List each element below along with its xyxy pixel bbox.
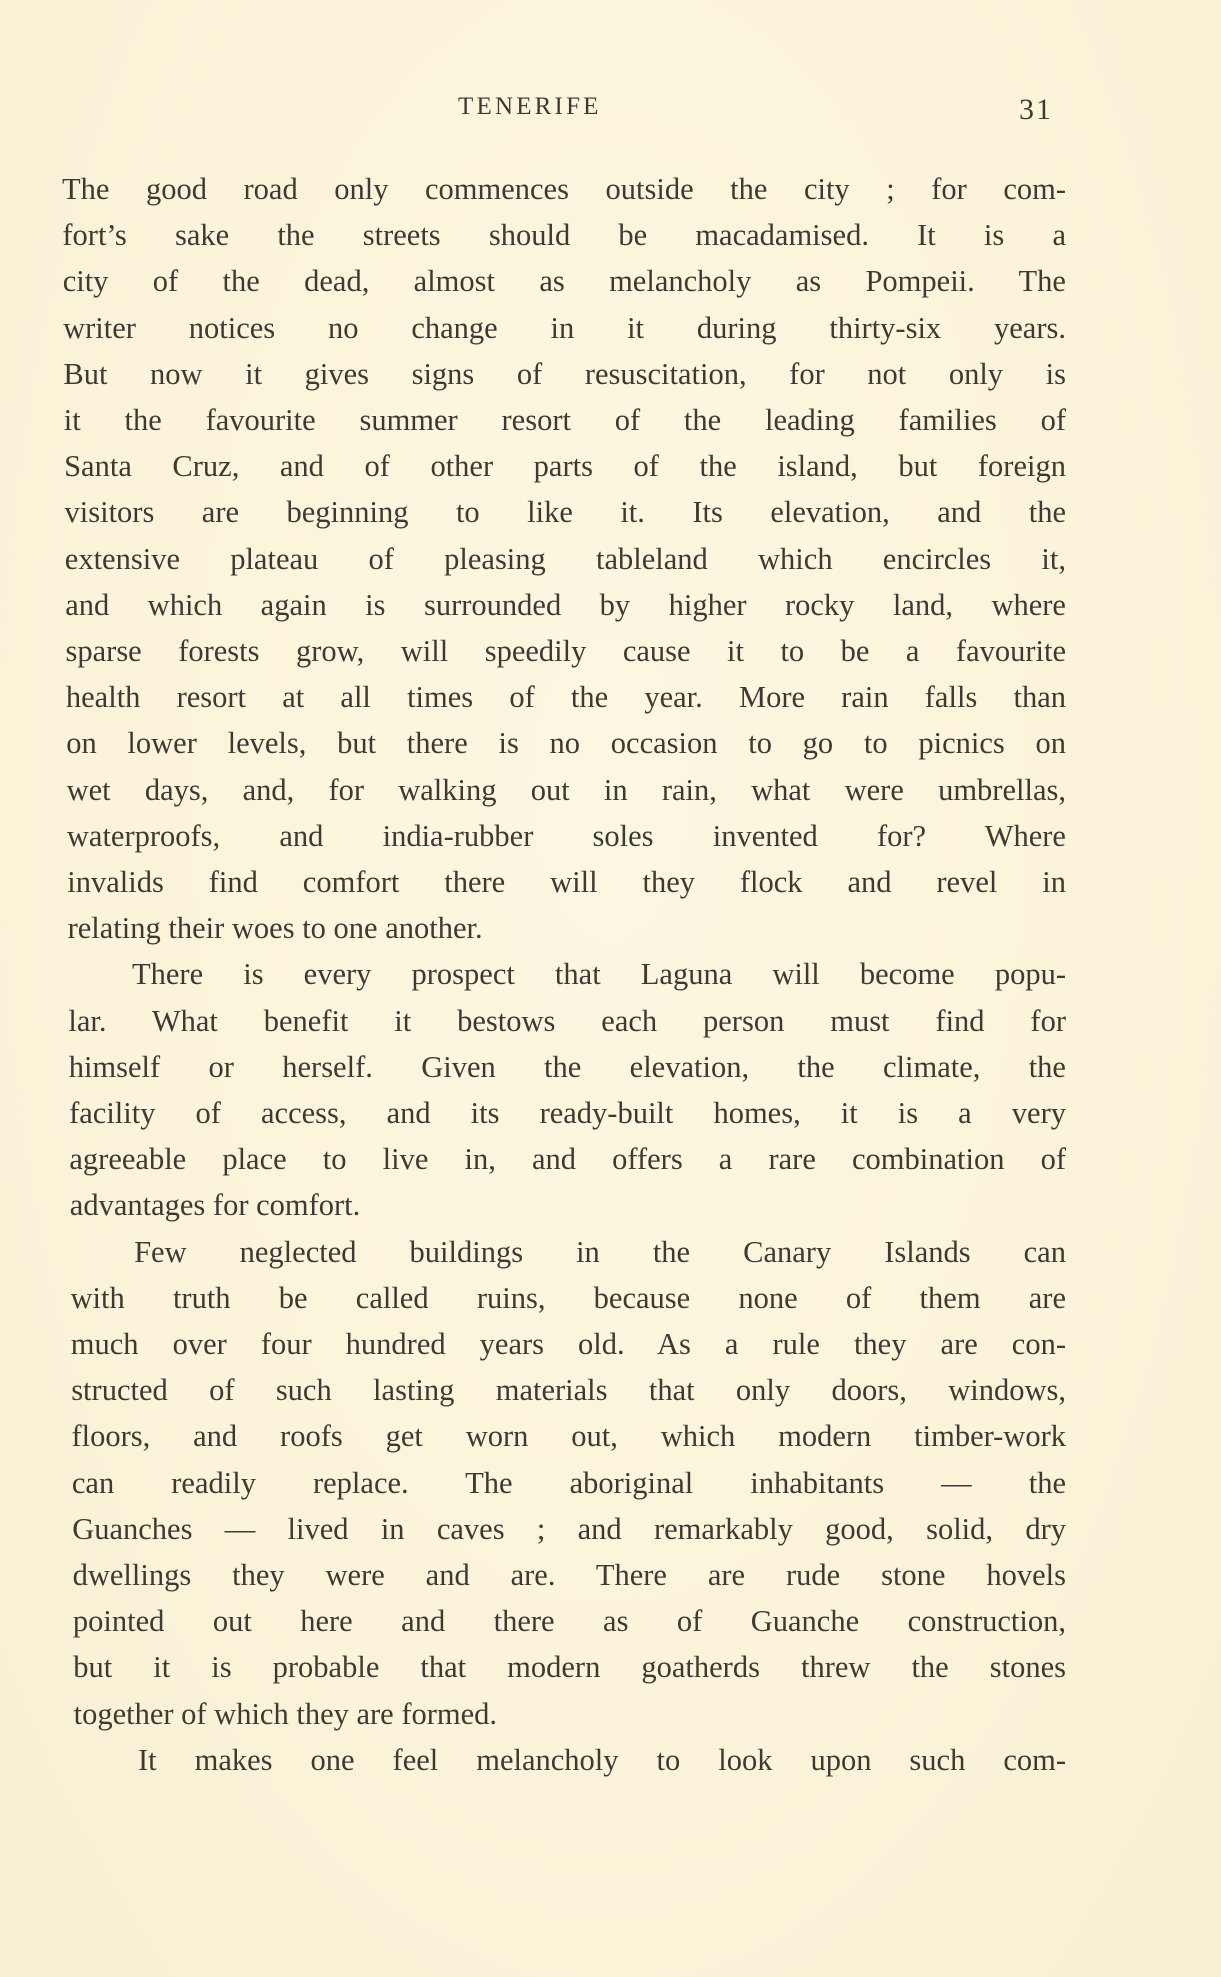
text-line: pointed out here and there as of Guanche construction,	[72, 1604, 1066, 1639]
text-line: There is every prospect that Laguna will become popu-	[132, 957, 1066, 992]
text-line: with truth be called ruins, because none of them are	[70, 1280, 1066, 1315]
text-line: visitors are beginning to like it. Its elevation, and the	[64, 495, 1066, 530]
text-line: floors, and roofs get worn out, which modern timber-work	[71, 1419, 1066, 1454]
text-line: structed of such lasting materials that only doors, windows,	[71, 1373, 1066, 1408]
text-line: waterproofs, and india-rubber soles invented for? Where	[66, 818, 1066, 853]
text-line: invalids find comfort there will they flock and revel in	[67, 865, 1066, 899]
text-line: dwellings they were and are. There are rude stone hovels	[72, 1558, 1066, 1592]
text-line: sparse forests grow, will speedily cause it to be a favourite	[65, 634, 1066, 668]
text-line: much over four hundred years old. As a rule they are con-	[70, 1327, 1066, 1361]
text-line: Santa Cruz, and of other parts of the island, but foreign	[64, 449, 1066, 484]
text-line: can readily replace. The aboriginal inhabitants — the	[71, 1465, 1066, 1500]
text-line: writer notices no change in it during thirty-six years.	[63, 310, 1066, 345]
text-line: agreeable place to live in, and offers a rare combination of	[69, 1142, 1066, 1177]
text-line: Few neglected buildings in the Canary Islands can	[134, 1234, 1066, 1269]
text-line: city of the dead, almost as melancholy as Pompeii. The	[62, 264, 1066, 299]
text-line: himself or herself. Given the elevation, the climate, the	[68, 1049, 1066, 1084]
text-line: But now it gives signs of resuscitation, for not only is	[63, 356, 1066, 391]
text-line: Guanches — lived in caves ; and remarkably good, solid, dry	[72, 1511, 1066, 1546]
text-line: facility of access, and its ready-built homes, it is a very	[69, 1096, 1066, 1130]
text-line: but it is probable that modern goatherds threw the stones	[73, 1650, 1066, 1685]
text-line: health resort at all times of the year. More rain falls than	[65, 680, 1066, 715]
running-title: TENERIFE	[458, 93, 602, 120]
text-line: wet days, and, for walking out in rain, what were umbrellas,	[66, 772, 1066, 807]
text-line: The good road only commences outside the city ; for com-	[62, 172, 1066, 206]
running-head	[0, 92, 1221, 126]
text-line: extensive plateau of pleasing tableland which encircles it,	[64, 541, 1066, 576]
text-line: lar. What benefit it bestows each person must find for	[68, 1003, 1066, 1038]
text-line: it the favourite summer resort of the leading families of	[63, 403, 1066, 437]
text-line: advantages for comfort.	[69, 1188, 361, 1223]
text-line: It makes one feel melancholy to look upon such com-	[138, 1742, 1066, 1777]
text-line: relating their woes to one another.	[67, 911, 483, 946]
text-line: on lower levels, but there is no occasion to go to picnics on	[66, 726, 1066, 761]
text-line: and which again is surrounded by higher rocky land, where	[65, 587, 1066, 622]
text-line: together of which they are formed.	[73, 1696, 498, 1731]
page-number: 31	[1019, 93, 1053, 126]
text-line: fort’s sake the streets should be macadamised. It is a	[62, 218, 1066, 253]
